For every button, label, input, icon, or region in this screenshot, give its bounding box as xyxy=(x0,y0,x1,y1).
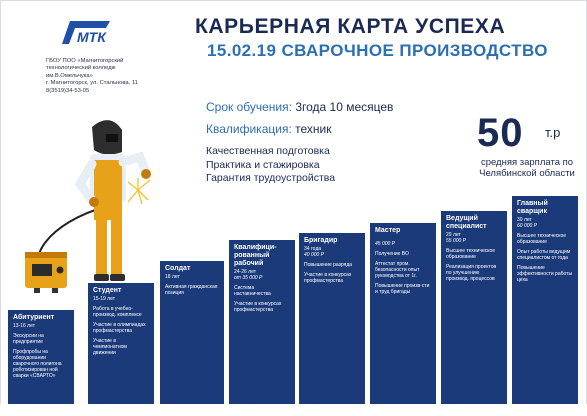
step-text: Повышение разряда xyxy=(304,262,353,268)
welder-illustration-icon xyxy=(10,112,160,312)
step-soldier xyxy=(160,261,224,404)
step-title: Главный сварщик xyxy=(517,200,548,215)
step-foreman xyxy=(299,233,365,404)
step-chief-welder xyxy=(512,196,578,404)
salary-value: 50 xyxy=(477,111,524,155)
college-line: ГБОУ ПОО «Магнитогорский xyxy=(46,58,124,64)
college-line: г. Магнитогорск, ул. Стальнова, 11 xyxy=(46,80,138,87)
step-text: Аттестат пром. безопасности опыт руководства от 1г. xyxy=(375,261,420,279)
step-text: Участие в чемпионатном движении xyxy=(93,338,127,356)
logo-text: МТК xyxy=(77,29,106,45)
step-title: Бригадир xyxy=(304,237,338,244)
step-text: Высшее техническое образование xyxy=(446,248,496,260)
step-text: Экскурсии на предприятие xyxy=(13,333,44,345)
feature-item: Гарантия трудоустройства xyxy=(206,172,336,184)
qualification xyxy=(206,122,331,136)
step-salary: 45 000 Р xyxy=(375,241,396,247)
step-salary: 60 000 Р xyxy=(517,223,538,229)
salary-unit: т.р xyxy=(545,125,561,140)
step-age: 29 лет xyxy=(446,232,461,238)
step-leading-specialist xyxy=(441,211,507,404)
step-text: Система наставничества xyxy=(234,285,271,297)
step-age: 13-16 лет xyxy=(13,323,35,329)
step-text: Работа в учебно-производ. комплексе xyxy=(93,306,142,318)
step-text: Участие в конкурсах профмастерства xyxy=(304,272,352,284)
qualification-value: техник xyxy=(295,122,332,136)
college-line: им.В.Омельчука» xyxy=(46,72,93,79)
feature-item: Качественная подготовка xyxy=(206,145,330,157)
feature-item: Практика и стажировка xyxy=(206,158,320,171)
step-student xyxy=(88,283,154,404)
step-text: Повышение эффективности работы цеха xyxy=(517,265,573,283)
study-value: 3года 10 месяцев xyxy=(295,100,394,114)
step-title: Абитуриент xyxy=(13,314,55,321)
step-text: Реализация проектов по улучшению производ. процессов xyxy=(446,264,497,282)
step-title: Солдат xyxy=(165,265,191,272)
step-age: 18 лет xyxy=(165,274,180,280)
step-text: Участие в конкурсах профмастерства xyxy=(234,301,282,313)
step-title: Квалифици-рованный рабочий xyxy=(234,244,277,267)
step-title: Ведущий специалист xyxy=(446,215,487,230)
step-text: Повышение произв-сти и труд бригады xyxy=(375,283,430,295)
salary-note: средняя зарплата по Челябинской области xyxy=(479,157,575,179)
qualification-label: Квалификация: xyxy=(206,122,296,136)
step-text: Опыт работы ведущим специалистом от года xyxy=(517,249,571,261)
step-age: 30 лет xyxy=(517,217,532,223)
college-logo-icon xyxy=(60,18,112,46)
step-text: Профпробы на оборудовании сварочного полигона роботизирован ной сварки «СВАРТО» xyxy=(13,349,62,379)
college-line: технологический колледж xyxy=(46,65,116,72)
page-subtitle: 15.02.19 СВАРОЧНОЕ ПРОИЗВОДСТВО xyxy=(207,41,548,60)
step-text: Получение ВО xyxy=(375,251,409,257)
college-info xyxy=(46,58,176,95)
step-title: Мастер xyxy=(375,227,401,234)
step-title: Студент xyxy=(93,287,122,294)
college-line: 8(3519)34-53-05 xyxy=(46,87,90,94)
page-title: КАРЬЕРНАЯ КАРТА УСПЕХА xyxy=(195,15,506,38)
step-text: Участие в олимпиадах профмастерства xyxy=(93,322,146,334)
features-list xyxy=(206,145,335,186)
bottom-strip xyxy=(0,404,587,416)
study-label: Срок обучения: xyxy=(206,100,296,114)
study-duration xyxy=(206,100,393,114)
step-age: 24-26 лет xyxy=(234,269,256,275)
step-master xyxy=(370,223,436,404)
step-age: 15-19 лет xyxy=(93,296,115,302)
step-qualified-worker xyxy=(229,240,295,404)
step-text: Высшее техническое образование xyxy=(517,233,567,245)
step-salary: 55 000 Р xyxy=(446,238,467,244)
step-applicant xyxy=(8,310,74,404)
step-salary: от 35 000 Р xyxy=(234,275,263,281)
step-salary: 40 000 Р xyxy=(304,252,325,258)
step-text: Активная гражданская позиция xyxy=(165,284,218,296)
step-age: 34 года xyxy=(304,246,322,252)
